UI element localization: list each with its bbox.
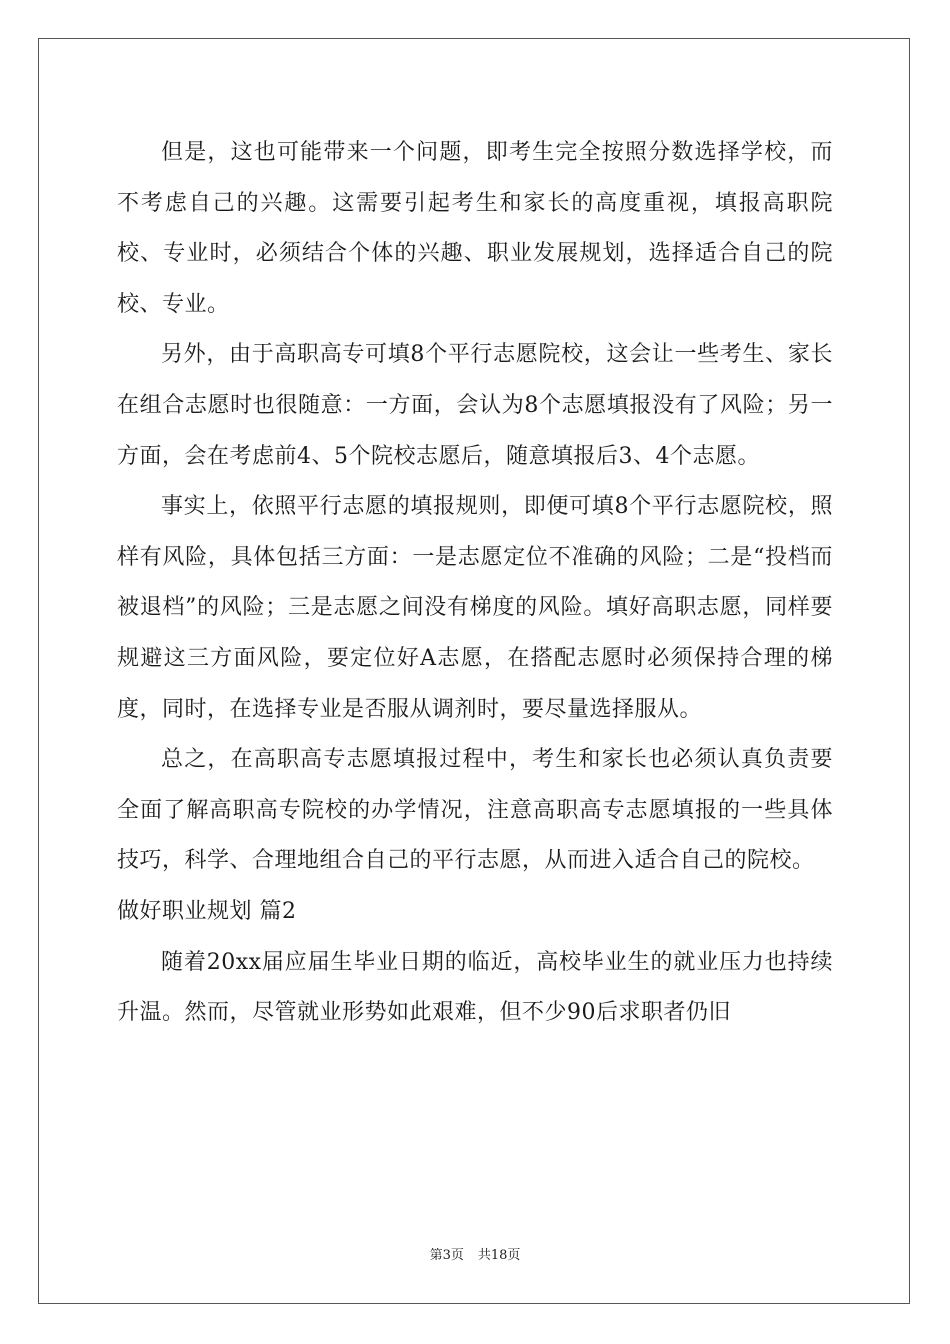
section-heading: 做好职业规划 篇2 xyxy=(117,898,297,924)
paragraph-1: 但是，这也可能带来一个问题，即考生完全按照分数选择学校，而不考虑自己的兴趣。这需要引起考生和家长的高度重视，填报高职院校、专业时，必须结合个体的兴趣、职业发展规划，选择适合自己的院校、专业。 xyxy=(117,140,833,317)
document-body xyxy=(117,128,833,1039)
page-total: 共18页 xyxy=(477,1248,521,1263)
paragraph-4: 总之，在高职高专志愿填报过程中，考生和家长也必须认真负责要全面了解高职高专院校的办学情况，注意高职高专志愿填报的一些具体技巧，科学、合理地组合自己的平行志愿，从而进入适合自己的院校。 xyxy=(117,747,833,874)
paragraph-2: 另外，由于高职高专可填8个平行志愿院校，这会让一些考生、家长在组合志愿时也很随意：一方面，会认为8个志愿填报没有了风险；另一方面，会在考虑前4、5个院校志愿后，随意填报后3、4个志愿。 xyxy=(117,342,833,469)
page-footer xyxy=(0,1244,950,1263)
section-paragraph-1: 随着20xx届应届生毕业日期的临近，高校毕业生的就业压力也持续升温。然而，尽管就业形势如此艰难，但不少90后求职者仍旧 xyxy=(117,949,833,1026)
paragraph-3: 事实上，依照平行志愿的填报规则，即便可填8个平行志愿院校，照样有风险，具体包括三方面：一是志愿定位不准确的风险；二是“投档而被退档”的风险；三是志愿之间没有梯度的风险。填好高职志愿，同样要规避这三方面风险，要定位好A志愿，在搭配志愿时必须保持合理的梯度，同时，在选择专业是否服从调剂时，要尽量选择服从。 xyxy=(117,494,833,722)
page-number: 第3页 xyxy=(429,1248,464,1263)
